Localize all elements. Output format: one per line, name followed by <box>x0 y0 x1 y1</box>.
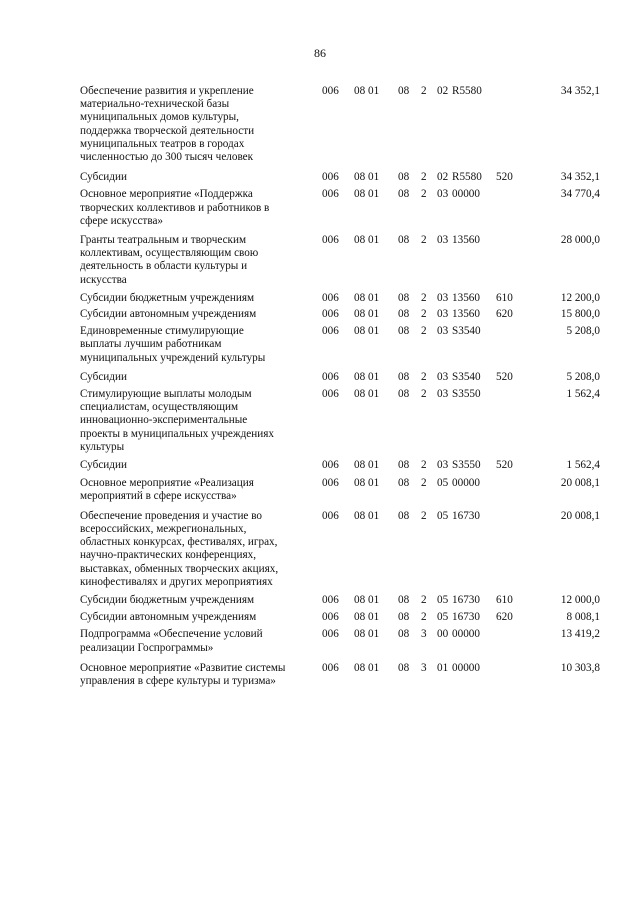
row-event: 03 <box>437 308 449 321</box>
row-program: 08 <box>398 85 410 97</box>
row-event: 05 <box>437 509 449 522</box>
row-amount: 10 303,8 <box>560 661 600 674</box>
row-subprogram: 2 <box>421 171 427 184</box>
row-subprogram: 2 <box>421 234 427 247</box>
table-row <box>80 388 600 454</box>
row-section: 08 01 <box>354 85 380 97</box>
row-name: Субсидии автономным учреждениям <box>80 611 257 624</box>
row-amount: 1 562,4 <box>566 459 600 472</box>
row-event: 02 <box>437 85 449 97</box>
row-direction: S3550 <box>452 459 481 472</box>
row-expense-type: 520 <box>496 459 513 472</box>
row-subprogram: 2 <box>421 388 427 401</box>
row-expense-type: 620 <box>496 308 513 321</box>
row-event: 03 <box>437 459 449 472</box>
table-row <box>80 611 600 624</box>
row-name: Обеспечение развития и укрепление материально-технической базы муниципальных домов культуры, поддержка творческой деятельности муниципальных театров в городах численностью до 300 тысяч человек <box>80 85 255 164</box>
table-row <box>80 171 600 184</box>
row-section: 08 01 <box>354 388 380 401</box>
row-direction: 13560 <box>452 291 480 304</box>
table-row <box>80 292 600 305</box>
row-section: 08 01 <box>354 661 380 674</box>
row-ministry: 006 <box>322 388 339 401</box>
row-section: 08 01 <box>354 459 380 472</box>
row-amount: 12 000,0 <box>560 593 600 606</box>
table-row <box>80 510 600 589</box>
row-ministry: 006 <box>322 291 339 304</box>
row-program: 08 <box>398 611 410 624</box>
row-direction: 00000 <box>452 661 480 674</box>
row-ministry: 006 <box>322 611 339 624</box>
row-program: 08 <box>398 661 410 674</box>
row-program: 08 <box>398 291 410 304</box>
table-row <box>80 477 600 503</box>
row-name: Основное мероприятие «Реализация мероприятий в сфере искусства» <box>80 477 254 503</box>
row-amount: 1 562,4 <box>566 388 600 401</box>
row-event: 05 <box>437 477 449 490</box>
row-subprogram: 2 <box>421 325 427 338</box>
row-direction: R5580 <box>452 85 482 97</box>
row-subprogram: 2 <box>421 291 427 304</box>
row-amount: 34 352,1 <box>560 85 600 97</box>
row-ministry: 006 <box>322 477 339 490</box>
row-ministry: 006 <box>322 308 339 321</box>
row-direction: R5580 <box>452 171 482 184</box>
row-subprogram: 2 <box>421 477 427 490</box>
row-name: Подпрограмма «Обеспечение условий реализации Госпрограммы» <box>80 628 263 654</box>
row-subprogram: 2 <box>421 188 427 201</box>
row-subprogram: 2 <box>421 611 427 624</box>
row-program: 08 <box>398 171 410 184</box>
row-event: 03 <box>437 291 449 304</box>
row-expense-type: 620 <box>496 611 513 624</box>
row-section: 08 01 <box>354 370 380 383</box>
row-direction: 16730 <box>452 593 480 606</box>
page-number: 86 <box>314 46 326 60</box>
row-direction: 00000 <box>452 628 480 641</box>
row-event: 03 <box>437 388 449 401</box>
row-amount: 20 008,1 <box>560 509 600 522</box>
row-event: 05 <box>437 593 449 606</box>
row-ministry: 006 <box>322 661 339 674</box>
row-amount: 8 008,1 <box>566 611 600 624</box>
row-section: 08 01 <box>354 308 380 321</box>
row-section: 08 01 <box>354 291 380 304</box>
row-ministry: 006 <box>322 234 339 247</box>
row-name: Субсидии <box>80 171 127 184</box>
row-event: 01 <box>437 661 449 674</box>
table-row <box>80 188 600 228</box>
row-subprogram: 2 <box>421 85 427 97</box>
row-program: 08 <box>398 370 410 383</box>
row-program: 08 <box>398 593 410 606</box>
row-amount: 12 200,0 <box>560 291 600 304</box>
row-subprogram: 3 <box>421 661 427 674</box>
table-row <box>80 459 600 472</box>
row-ministry: 006 <box>322 188 339 201</box>
row-subprogram: 2 <box>421 370 427 383</box>
row-section: 08 01 <box>354 593 380 606</box>
table-row <box>80 371 600 384</box>
row-ministry: 006 <box>322 593 339 606</box>
row-event: 03 <box>437 188 449 201</box>
row-event: 00 <box>437 628 449 641</box>
row-direction: 16730 <box>452 509 480 522</box>
row-amount: 13 419,2 <box>560 628 600 641</box>
row-ministry: 006 <box>322 459 339 472</box>
row-ministry: 006 <box>322 171 339 184</box>
row-amount: 5 208,0 <box>566 325 600 338</box>
row-section: 08 01 <box>354 325 380 338</box>
row-name: Субсидии бюджетным учреждениям <box>80 291 255 304</box>
row-subprogram: 2 <box>421 308 427 321</box>
row-ministry: 006 <box>322 325 339 338</box>
row-direction: S3540 <box>452 325 481 338</box>
row-subprogram: 2 <box>421 459 427 472</box>
row-subprogram: 3 <box>421 628 427 641</box>
row-direction: 13560 <box>452 308 480 321</box>
table-row <box>80 234 600 287</box>
row-direction: 13560 <box>452 234 480 247</box>
row-amount: 5 208,0 <box>566 370 600 383</box>
table-row <box>80 85 600 164</box>
row-ministry: 006 <box>322 628 339 641</box>
row-expense-type: 610 <box>496 291 513 304</box>
row-subprogram: 2 <box>421 509 427 522</box>
row-program: 08 <box>398 308 410 321</box>
row-section: 08 01 <box>354 171 380 184</box>
row-program: 08 <box>398 234 410 247</box>
row-event: 03 <box>437 325 449 338</box>
row-event: 02 <box>437 171 449 184</box>
table-row <box>80 662 600 688</box>
row-name: Стимулирующие выплаты молодым специалистам, осуществляющим инновационно-экспериментальные проекты в муниципальных учреждениях культуры <box>80 388 274 453</box>
row-amount: 34 352,1 <box>560 171 600 184</box>
row-section: 08 01 <box>354 628 380 641</box>
row-program: 08 <box>398 325 410 338</box>
row-section: 08 01 <box>354 611 380 624</box>
row-ministry: 006 <box>322 370 339 383</box>
row-name: Основное мероприятие «Развитие системы управления в сфере культуры и туризма» <box>80 661 286 687</box>
row-expense-type: 610 <box>496 593 513 606</box>
row-direction: S3550 <box>452 388 481 401</box>
table-row <box>80 628 600 654</box>
table-row <box>80 325 600 365</box>
row-amount: 28 000,0 <box>560 234 600 247</box>
row-program: 08 <box>398 628 410 641</box>
row-event: 03 <box>437 234 449 247</box>
row-expense-type: 520 <box>496 370 513 383</box>
row-subprogram: 2 <box>421 593 427 606</box>
budget-table <box>80 85 600 688</box>
row-program: 08 <box>398 388 410 401</box>
row-amount: 34 770,4 <box>560 188 600 201</box>
row-name: Субсидии <box>80 459 127 472</box>
row-direction: 00000 <box>452 477 480 490</box>
row-name: Единовременные стимулирующие выплаты лучшим работникам муниципальных учреждений культуры <box>80 325 266 364</box>
row-amount: 15 800,0 <box>560 308 600 321</box>
row-amount: 20 008,1 <box>560 477 600 490</box>
row-name: Субсидии автономным учреждениям <box>80 308 257 321</box>
row-direction: S3540 <box>452 370 481 383</box>
row-program: 08 <box>398 459 410 472</box>
row-event: 05 <box>437 611 449 624</box>
row-direction: 00000 <box>452 188 480 201</box>
row-name: Основное мероприятие «Поддержка творческих коллективов и работников в сфере искусства» <box>80 188 270 227</box>
table-row <box>80 594 600 607</box>
row-name: Гранты театральным и творческим коллективам, осуществляющим свою деятельность в области культуры и искусства <box>80 234 259 286</box>
row-ministry: 006 <box>322 85 339 97</box>
row-direction: 16730 <box>452 611 480 624</box>
row-ministry: 006 <box>322 509 339 522</box>
row-program: 08 <box>398 509 410 522</box>
row-name: Обеспечение проведения и участие во всероссийских, межрегиональных, областных конкурсах, фестивалях, играх, научно-практических конференциях, выставках, обменных творческих акциях, кинофестивалях и других мероприятиях <box>80 509 279 588</box>
row-expense-type: 520 <box>496 171 513 184</box>
row-name: Субсидии <box>80 370 127 383</box>
row-section: 08 01 <box>354 188 380 201</box>
row-event: 03 <box>437 370 449 383</box>
row-program: 08 <box>398 188 410 201</box>
table-row <box>80 308 600 321</box>
row-program: 08 <box>398 477 410 490</box>
row-name: Субсидии бюджетным учреждениям <box>80 593 255 606</box>
row-section: 08 01 <box>354 509 380 522</box>
row-section: 08 01 <box>354 477 380 490</box>
row-section: 08 01 <box>354 234 380 247</box>
